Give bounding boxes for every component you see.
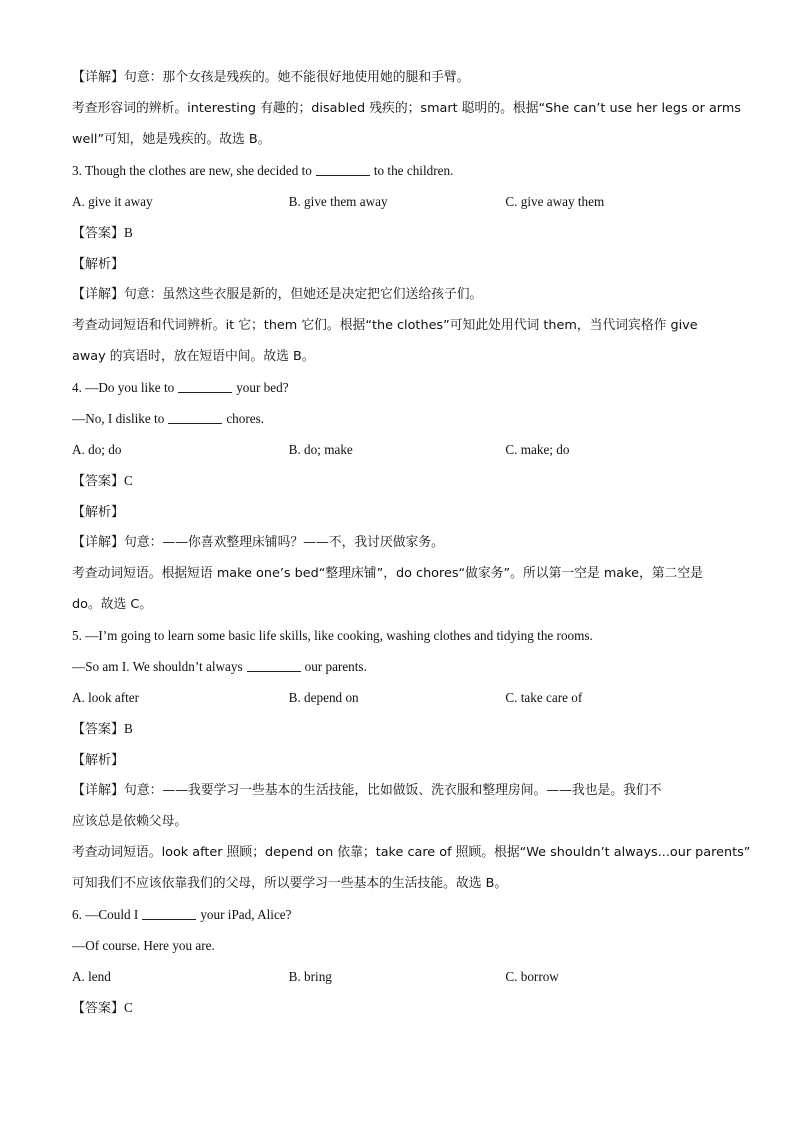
q3-analysis (72, 248, 722, 279)
q4-option-a: A. do; do (72, 442, 122, 457)
answer-tag: 【答案】 (72, 1001, 125, 1016)
q6-stem-2: —Of course. Here you are. (72, 938, 215, 953)
detail-tag: 【详解】 (72, 70, 125, 85)
q3-option-a: A. give it away (72, 194, 153, 209)
q5-answer: 【答案】B (72, 721, 133, 737)
document-page (72, 62, 751, 1023)
q3-options (72, 186, 722, 217)
q3-stem: 3. Though the clothes are new, she decided to to the children. (72, 163, 454, 178)
q5-detail-meaning: 【详解】句意：——我要学习一些基本的生活技能，比如做饭、洗衣服和整理房间。——我也是。我们不 (72, 783, 662, 798)
q6-option-b: B. bring (288, 969, 332, 984)
answer-tag: 【答案】 (72, 722, 125, 737)
answer-blank (142, 905, 196, 920)
q5-analysis (72, 744, 722, 775)
q6-stem-1: 6. —Could I your iPad, Alice? (72, 907, 292, 922)
q3-answer: 【答案】B (72, 225, 133, 241)
q4-stem-2: —No, I dislike to chores. (72, 411, 265, 426)
q2-detail-line1: 考查形容词的辨析。interesting 有趣的；disabled 残疾的；smart 聪明的。根据“She can’t use her legs or arms (72, 101, 741, 116)
q5-detail-line1: 考查动词短语。look after 照顾；depend on 依靠；take care of 照顾。根据“We shouldn’t always...our parents” (72, 845, 751, 860)
answer-blank (247, 657, 301, 672)
detail-tag: 【详解】 (72, 287, 125, 302)
q5-option-c: C. take care of (505, 690, 583, 705)
q6-option-c: C. borrow (505, 969, 559, 984)
q3-detail-line1: 考查动词短语和代词辨析。it 它；them 它们。根据“the clothes”可知此处用代词 them，当代词宾格作 give (72, 318, 698, 333)
q4-option-c: C. make; do (505, 442, 570, 457)
q6-options (72, 961, 722, 992)
q3-option-b: B. give them away (288, 194, 388, 209)
q4-detail-line2: do。故选 C。 (72, 597, 153, 612)
answer-blank (316, 161, 370, 176)
q5-stem-2: —So am I. We shouldn’t always our parents. (72, 659, 367, 674)
q4-option-b: B. do; make (288, 442, 353, 457)
answer-blank (168, 409, 222, 424)
q4-detail-line1: 考查动词短语。根据短语 make one’s bed“整理床铺”，do chores“做家务”。所以第一空是 make，第二空是 (72, 566, 703, 581)
detail-tag: 【详解】 (72, 783, 125, 798)
q3-option-c: C. give away them (505, 194, 605, 209)
q3-detail-meaning: 【详解】句意：虽然这些衣服是新的，但她还是决定把它们送给孩子们。 (72, 287, 483, 302)
q2-detail-line2: well”可知，她是残疾的。故选 B。 (72, 132, 271, 147)
q3-detail-line2: away 的宾语时，放在短语中间。故选 B。 (72, 349, 315, 364)
q4-answer: 【答案】C (72, 473, 133, 489)
detail-tag: 【详解】 (72, 535, 125, 550)
q6-option-a: A. lend (72, 969, 111, 984)
q4-detail-meaning: 【详解】句意：——你喜欢整理床铺吗？——不，我讨厌做家务。 (72, 535, 444, 550)
analysis-tag: 【解析】 (72, 257, 125, 272)
analysis-tag: 【解析】 (72, 505, 125, 520)
answer-tag: 【答案】 (72, 474, 125, 489)
q5-detail-meaning-2: 应该总是依赖父母。 (72, 814, 188, 829)
q2-detail-meaning: 【详解】句意：那个女孩是残疾的。她不能很好地使用她的腿和手臂。 (72, 70, 470, 85)
q5-options (72, 682, 722, 713)
q5-option-a: A. look after (72, 690, 140, 705)
q4-analysis (72, 496, 722, 527)
answer-tag: 【答案】 (72, 226, 125, 241)
analysis-tag: 【解析】 (72, 753, 125, 768)
q5-detail-line2: 可知我们不应该依靠我们的父母，所以要学习一些基本的生活技能。故选 B。 (72, 876, 508, 891)
answer-blank (178, 378, 232, 393)
q4-options (72, 434, 722, 465)
q5-option-b: B. depend on (288, 690, 359, 705)
q4-stem-1: 4. —Do you like to your bed? (72, 380, 289, 395)
q5-stem-1: 5. —I’m going to learn some basic life skills, like cooking, washing clothes and tidying the rooms. (72, 628, 593, 643)
q6-answer: 【答案】C (72, 1000, 133, 1016)
